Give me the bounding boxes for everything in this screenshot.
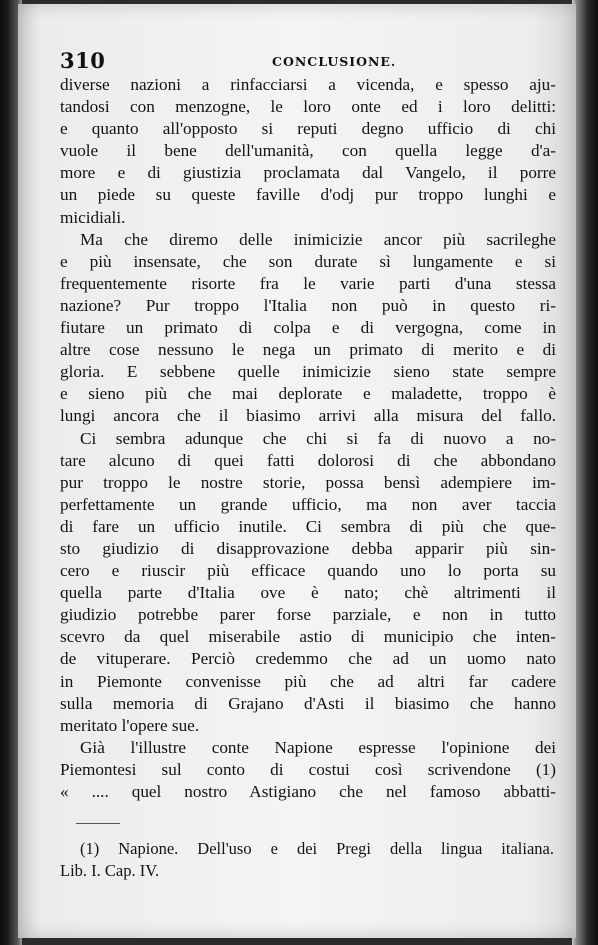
- text-line: lungi ancora che il biasimo arrivi alla misura del fallo.: [60, 406, 556, 426]
- text-line: diverse nazioni a rinfacciarsi a vicenda, e spesso aju-: [60, 75, 556, 94]
- text-line: vuole il bene dell'umanità, con quella legge d'a-: [60, 141, 556, 161]
- text-line: di fare un ufficio inutile. Ci sembra di più che que-: [60, 516, 556, 536]
- text-line: in Piemonte convenisse più che ad altri far cadere: [60, 671, 556, 691]
- text-line: frequentemente risorte fra le varie parti d'una stessa: [60, 273, 556, 293]
- text-line: nazione? Pur troppo l'Italia non può in questo ri-: [60, 295, 556, 315]
- text-line: scevro da quel miserabile astio di municipio che inten-: [60, 627, 556, 647]
- text-line: un piede su queste faville d'odj pur troppo lunghi e: [60, 185, 556, 205]
- text-line: de vituperare. Perciò credemmo che ad un uomo nato: [60, 649, 556, 669]
- text-line: cero e riuscir più efficace quando uno lo porta su: [60, 561, 556, 581]
- text-line: e quanto all'opposto si reputi degno ufficio di chi: [60, 119, 556, 139]
- body-text: [60, 74, 556, 803]
- text-line: Ci sembra adunque che chi si fa di nuovo a no-: [80, 428, 556, 448]
- footnote: [60, 838, 554, 882]
- text-line: gloria. E sebbene quelle inimicizie sieno state sempre: [60, 362, 556, 382]
- footnote-separator: [76, 823, 120, 824]
- text-line: micidiali.: [60, 207, 126, 227]
- page-header: [60, 48, 546, 72]
- running-head: CONCLUSIONE.: [272, 54, 397, 69]
- text-line: sulla memoria di Grajano d'Asti il biasimo che hanno: [60, 693, 556, 713]
- text-line: tare alcuno di quei fatti dolorosi di che abbondano: [60, 450, 556, 470]
- book-page: [18, 4, 576, 938]
- text-line: perfettamente un grande ufficio, ma non aver taccia: [60, 494, 556, 514]
- text-line: Già l'illustre conte Napione espresse l'opinione dei: [80, 737, 556, 757]
- text-line: giudizio potrebbe parer forse parziale, e non in tutto: [60, 605, 556, 625]
- text-line: « .... quel nostro Astigiano che nel famoso abbatti-: [60, 782, 556, 801]
- text-line: quella parte d'Italia ove è nato; chè altrimenti il: [60, 583, 556, 603]
- page-number: 310: [60, 48, 106, 73]
- text-line: Ma che diremo delle inimicizie ancor più sacrileghe: [80, 229, 556, 249]
- text-line: Piemontesi sul conto di costui così scrivendone (1): [60, 759, 556, 779]
- text-line: sto giudizio di disapprovazione debba apparir più sin-: [60, 538, 556, 558]
- text-line: e più insensate, che son durate sì lungamente e si: [60, 251, 556, 271]
- text-line: meritato l'opere sue.: [60, 715, 200, 735]
- footnote-line: Lib. I. Cap. IV.: [60, 861, 160, 881]
- text-line: altre cose nessuno le nega un primato di merito e di: [60, 340, 556, 360]
- text-line: e sieno più che mai deplorate e maladette, troppo è: [60, 384, 556, 404]
- text-line: fiutare un primato di colpa e di vergogna, come in: [60, 318, 556, 338]
- text-line: more e di giustizia proclamata dal Vangelo, il porre: [60, 163, 556, 183]
- text-line: pur troppo le nostre storie, possa bensì adempiere im-: [60, 472, 556, 492]
- footnote-line: (1) Napione. Dell'uso e dei Pregi della lingua italiana.: [80, 839, 554, 858]
- text-line: tandosi con menzogne, le loro onte ed i loro delitti:: [60, 97, 556, 117]
